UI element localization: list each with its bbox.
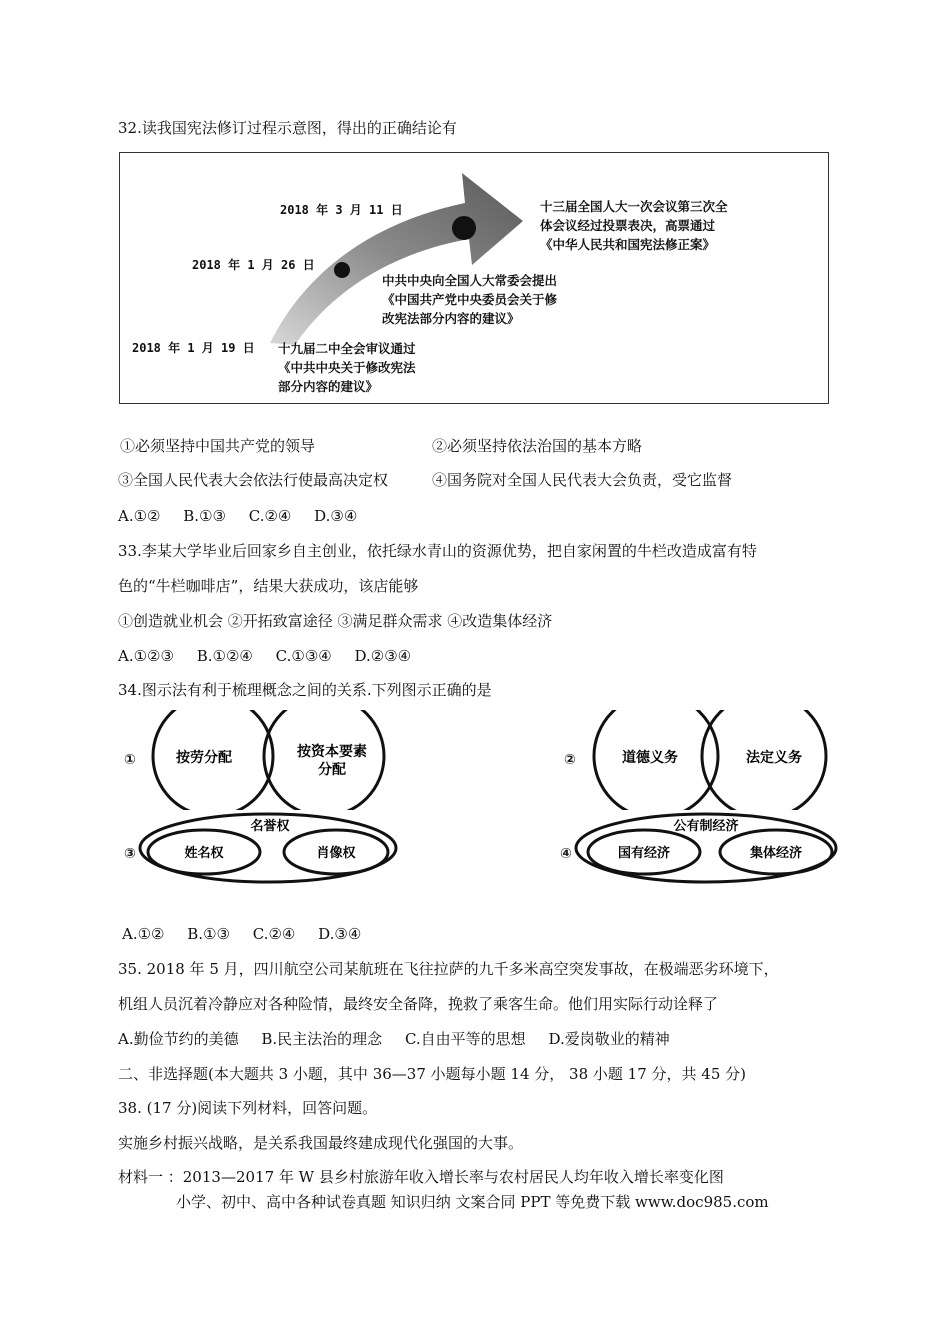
diagram-3-number: ③ bbox=[124, 846, 136, 862]
q33-option-a: A.①②③ bbox=[118, 647, 174, 665]
q32-options bbox=[118, 506, 375, 526]
q32-option-b: B.①③ bbox=[183, 507, 226, 525]
q38-intro: 实施乡村振兴战略，是关系我国最终建成现代化强国的大事。 bbox=[118, 1134, 524, 1152]
timeline-dot-3 bbox=[452, 216, 476, 240]
timeline-event-2: 中共中央向全国人大常委会提出 《中国共产党中央委员会关于修 改宪法部分内容的建议》 bbox=[382, 273, 558, 326]
timeline-event-3: 十三届全国人大一次会议第三次全 体会议经过投票表决，高票通过 《中华人民共和国宪法修正案》 bbox=[540, 199, 728, 252]
q32-option-c: C.②④ bbox=[248, 507, 292, 525]
timeline-dot-2 bbox=[334, 262, 350, 278]
diagram-1-left-label: 按劳分配 bbox=[176, 750, 232, 766]
q34-option-b: B.①③ bbox=[187, 925, 230, 943]
diagram-4-outer-label: 公有制经济 bbox=[673, 819, 739, 834]
constitution-amendment-figure bbox=[119, 152, 829, 404]
page-footer: 小学、初中、高中各种试卷真题 知识归纳 文案合同 PPT 等免费下载 www.doc985.com bbox=[176, 1193, 769, 1211]
q33-statements: ①创造就业机会 ②开拓致富途径 ③满足群众需求 ④改造集体经济 bbox=[118, 612, 553, 630]
q35-option-b: B.民主法治的理念 bbox=[261, 1030, 383, 1048]
venn-diagram-2 bbox=[560, 710, 850, 810]
venn-diagram-1 bbox=[118, 710, 418, 810]
section-2-heading: 二、非选择题(本大题共 3 小题，其中 36—37 小题每小题 14 分， 38 小题 17 分，共 45 分) bbox=[118, 1065, 746, 1083]
diagram-4-number: ④ bbox=[560, 846, 572, 862]
q34-stem: 34.图示法有利于梳理概念之间的关系.下列图示正确的是 bbox=[118, 681, 492, 699]
q33-stem-line2: 色的“牛栏咖啡店”，结果大获成功，该店能够 bbox=[118, 577, 419, 595]
q33-option-c: C.①③④ bbox=[275, 647, 332, 665]
q32-stem: 32.读我国宪法修订过程示意图，得出的正确结论有 bbox=[118, 119, 457, 137]
q35-option-d: D.爱岗敬业的精神 bbox=[548, 1030, 670, 1048]
timeline-date-1: 2018 年 1 月 19 日 bbox=[132, 341, 255, 355]
q38-stem: 38. (17 分)阅读下列材料，回答问题。 bbox=[118, 1099, 378, 1117]
q32-statement-3: ③全国人民代表大会依法行使最高决定权 bbox=[118, 471, 389, 489]
q32-option-a: A.①② bbox=[118, 507, 161, 525]
timeline-event-1: 十九届二中全会审议通过 《中共中央关于修改宪法 部分内容的建议》 bbox=[278, 341, 416, 394]
diagram-1-right-label-line1: 按资本要素 bbox=[297, 744, 367, 760]
q32-statement-4: ④国务院对全国人民代表大会负责，受它监督 bbox=[432, 471, 733, 489]
diagram-2-number: ② bbox=[564, 752, 576, 768]
q35-stem-line2: 机组人员沉着冷静应对各种险情，最终安全备降，挽救了乘客生命。他们用实际行动诠释了 bbox=[118, 995, 719, 1013]
diagram-4-left-label: 国有经济 bbox=[617, 846, 671, 861]
q33-options bbox=[118, 646, 429, 666]
q35-option-a: A.勤俭节约的美德 bbox=[118, 1030, 239, 1048]
q34-option-d: D.③④ bbox=[318, 925, 362, 943]
timeline-date-2: 2018 年 1 月 26 日 bbox=[192, 258, 315, 272]
diagram-2-right-label: 法定义务 bbox=[746, 750, 802, 766]
diagram-2-left-label: 道德义务 bbox=[622, 750, 678, 766]
q38-material-1: 材料一 ：2013—2017 年 W 县乡村旅游年收入增长率与农村居民人均年收入增长率变化图 bbox=[118, 1168, 724, 1186]
q32-statement-1: ①必须坚持中国共产党的领导 bbox=[120, 437, 316, 455]
q33-option-d: D.②③④ bbox=[354, 647, 412, 665]
diagram-3-outer-label: 名誉权 bbox=[250, 819, 290, 834]
q33-option-b: B.①②④ bbox=[196, 647, 253, 665]
diagram-1-number: ① bbox=[124, 752, 136, 768]
diagram-3-left-label: 姓名权 bbox=[184, 846, 224, 861]
q35-options bbox=[118, 1029, 688, 1049]
diagram-3-right-label: 肖像权 bbox=[316, 846, 356, 861]
q34-option-c: C.②④ bbox=[252, 925, 296, 943]
q32-statement-2: ②必须坚持依法治国的基本方略 bbox=[432, 437, 643, 455]
q32-option-d: D.③④ bbox=[314, 507, 358, 525]
q34-option-a: A.①② bbox=[122, 925, 165, 943]
nested-diagram-3 bbox=[118, 812, 418, 892]
q33-stem-line1: 33.李某大学毕业后回家乡自主创业，依托绿水青山的资源优势，把自家闲置的牛栏改造成富有特 bbox=[118, 542, 757, 560]
nested-diagram-4 bbox=[558, 812, 848, 892]
timeline-date-3: 2018 年 3 月 11 日 bbox=[280, 203, 403, 217]
q35-stem-line1: 35. 2018 年 5 月，四川航空公司某航班在飞往拉萨的九千多米高空突发事故，在极端恶劣环境下， bbox=[118, 960, 779, 978]
diagram-4-right-label: 集体经济 bbox=[749, 846, 803, 861]
q34-options bbox=[122, 924, 379, 944]
diagram-1-right-label-line2: 分配 bbox=[318, 762, 346, 778]
q35-option-c: C.自由平等的思想 bbox=[404, 1030, 526, 1048]
